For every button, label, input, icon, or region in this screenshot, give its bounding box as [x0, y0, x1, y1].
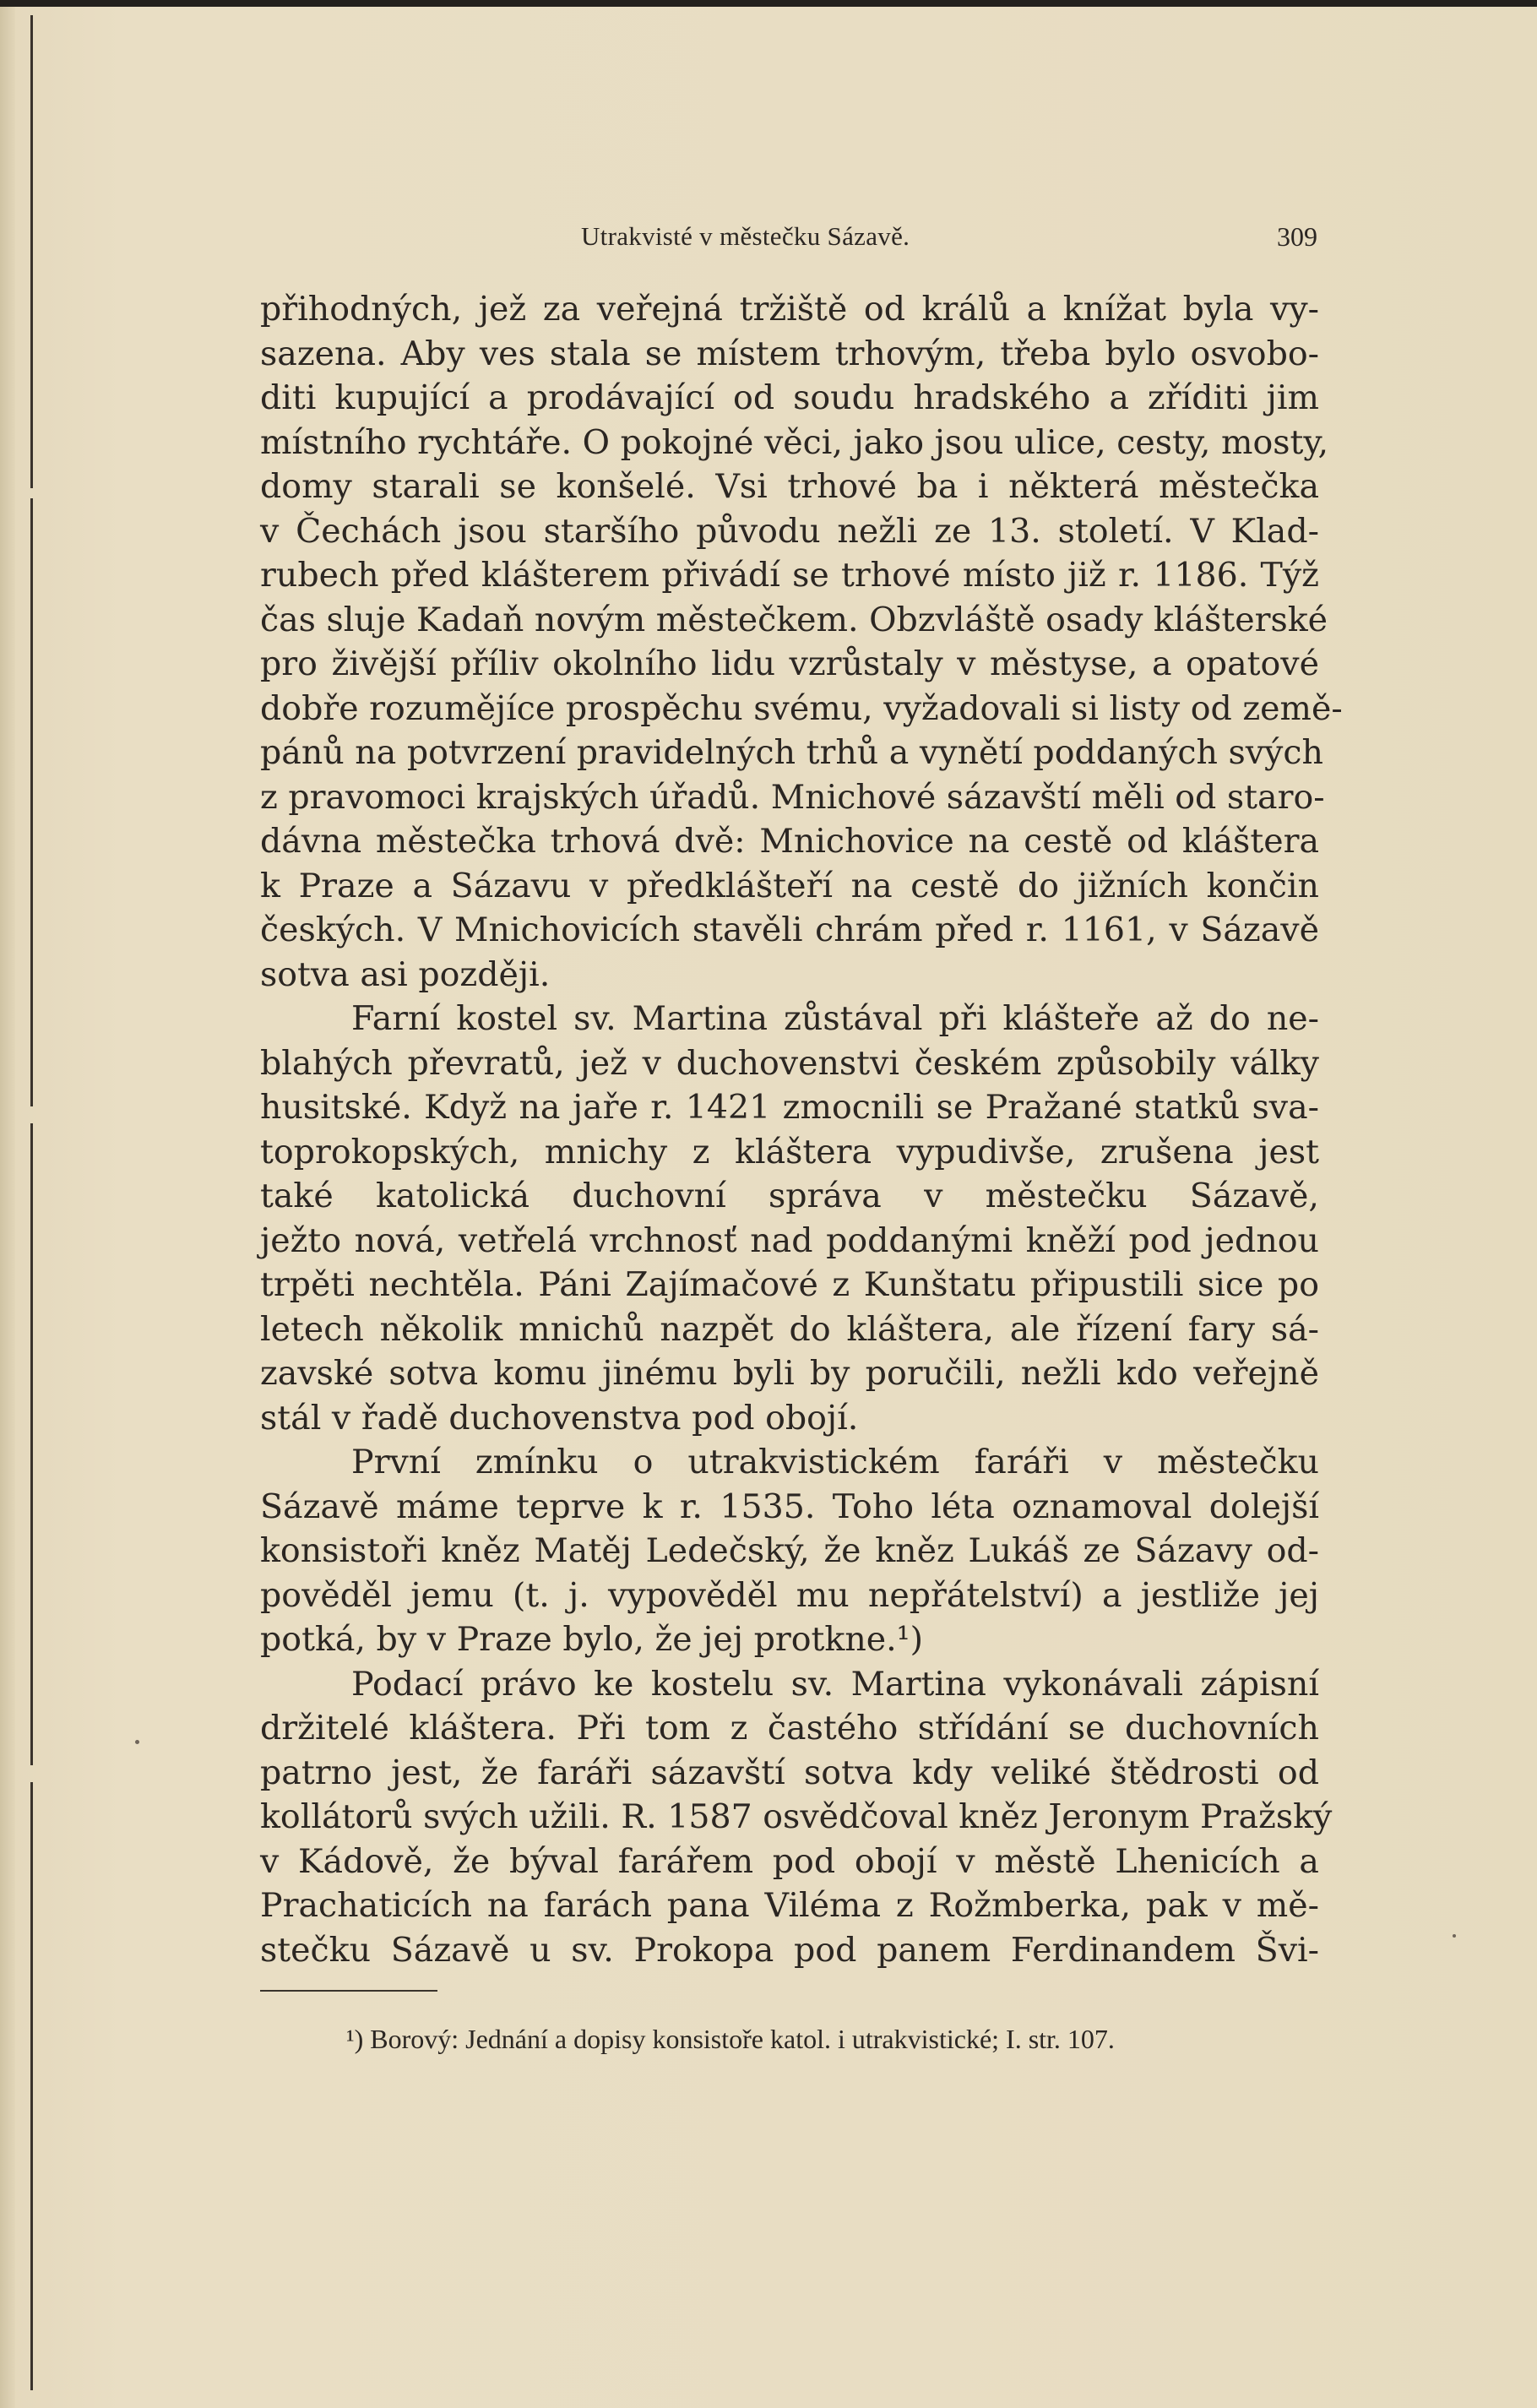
text-line: sotva asi později.: [260, 954, 551, 994]
text-line: pověděl jemu (t. j. vypověděl mu nepřátelství) a jestliže jej: [260, 1575, 1319, 1615]
scan-top-edge: [0, 0, 1537, 7]
text-line: českých. V Mnichovicích stavěli chrám před r. 1161, v Sázavě: [260, 910, 1319, 949]
footnote-rule: [260, 1990, 437, 1992]
footnote: ¹) Borový: Jednání a dopisy konsistoře katol. i utrakvistické; I. str. 107.: [346, 2024, 1115, 2054]
text-line: zavské sotva komu jinému byli by poručili, nežli kdo veřejně: [260, 1354, 1319, 1393]
paragraph-start-line: První zmínku o utrakvistickém faráři v městečku: [351, 1443, 1319, 1481]
text-line: patrno jest, že faráři sázavští sotva kdy veliké štědrosti od: [260, 1753, 1319, 1792]
body-text: [260, 287, 1343, 1972]
text-line: stečku Sázavě u sv. Prokopa pod panem Ferdinandem Švi-: [260, 1930, 1319, 1970]
paper-speck: [135, 1740, 139, 1744]
text-line: toprokopských, mnichy z kláštera vypudivše, zrušena jest: [260, 1132, 1319, 1171]
text-line: domy starali se konšelé. Vsi trhové ba i některá městečka: [260, 467, 1319, 506]
text-line: konsistoři kněz Matěj Ledečský, že kněz Lukáš ze Sázavy od-: [260, 1531, 1319, 1570]
paragraph-start-line: Podací právo ke kostelu sv. Martina vykonávali zápisní: [351, 1664, 1319, 1704]
text-line: stál v řadě duchovenstva pod obojí.: [260, 1398, 859, 1438]
text-line: dávna městečka trhová dvě: Mnichovice na cestě od kláštera: [260, 822, 1319, 861]
text-line: čas sluje Kadaň novým městečkem. Obzvláště osady klášterské: [260, 600, 1328, 639]
text-line: přihodných, jež za veřejná tržiště od králů a knížat byla vy-: [260, 290, 1319, 329]
text-line: diti kupující a prodávající od soudu hradského a zříditi jim: [260, 378, 1319, 417]
text-line: pánů na potvrzení pravidelných trhů a vynětí poddaných svých: [260, 733, 1323, 772]
text-line: v Čechách jsou staršího původu nežli ze 13. století. V Klad-: [260, 511, 1319, 551]
page-binding-edge: [0, 7, 15, 2408]
text-line: letech několik mnichů nazpět do kláštera, ale řízení fary sá-: [260, 1309, 1319, 1349]
paper-speck: [1453, 1934, 1456, 1938]
text-line: sazena. Aby ves stala se místem trhovým, třeba bylo osvobo-: [260, 334, 1319, 373]
binding-mark: [30, 15, 33, 488]
text-line: dobře rozumějíce prospěchu svému, vyžadovali si listy od země-: [260, 688, 1343, 728]
running-title: Utrakvisté v městečku Sázavě.: [581, 221, 910, 251]
text-line: ježto nová, vetřelá vrchnosť nad poddanými kněží pod jednou: [260, 1220, 1319, 1260]
text-line: Prachaticích na farách pana Viléma z Rožmberka, pak v mě-: [260, 1886, 1319, 1925]
text-line: k Praze a Sázavu v předklášteří na cestě do jižních končin: [260, 866, 1319, 905]
text-line: držitelé kláštera. Při tom z častého střídání se duchovních: [260, 1709, 1319, 1748]
binding-mark: [30, 1123, 33, 1765]
text-line: rubech před klášterem přivádí se trhové místo již r. 1186. Týž: [260, 556, 1319, 595]
text-line: také katolická duchovní správa v městečku Sázavě,: [260, 1177, 1319, 1215]
text-line: v Kádově, že býval farářem pod obojí v městě Lhenicích a: [260, 1841, 1319, 1881]
binding-mark: [30, 1782, 33, 2390]
running-header: [260, 221, 1317, 255]
paragraph-start-line: Farní kostel sv. Martina zůstával při klášteře až do ne-: [351, 999, 1319, 1038]
text-line: blahých převratů, jež v duchovenstvi českém způsobily války: [260, 1043, 1319, 1083]
text-line: místního rychtáře. O pokojné věci, jako jsou ulice, cesty, mosty,: [260, 422, 1329, 462]
text-line: trpěti nechtěla. Páni Zajímačové z Kunštatu připustili sice po: [260, 1265, 1319, 1304]
text-line: pro živější příliv okolního lidu vzrůstaly v městyse, a opatové: [260, 644, 1319, 683]
binding-mark: [30, 498, 33, 1106]
text-line: z pravomoci krajských úřadů. Mnichové sázavští měli od staro-: [260, 777, 1325, 817]
text-line: husitské. Když na jaře r. 1421 zmocnili se Pražané statků sva-: [260, 1088, 1319, 1127]
text-line: Sázavě máme teprve k r. 1535. Toho léta oznamoval dolejší: [260, 1487, 1319, 1526]
text-line: kollátorů svých užili. R. 1587 osvědčoval kněz Jeronym Pražský: [260, 1797, 1333, 1836]
page-number: 309: [1277, 221, 1317, 252]
text-line: potká, by v Praze bylo, že jej protkne.¹): [260, 1620, 923, 1659]
